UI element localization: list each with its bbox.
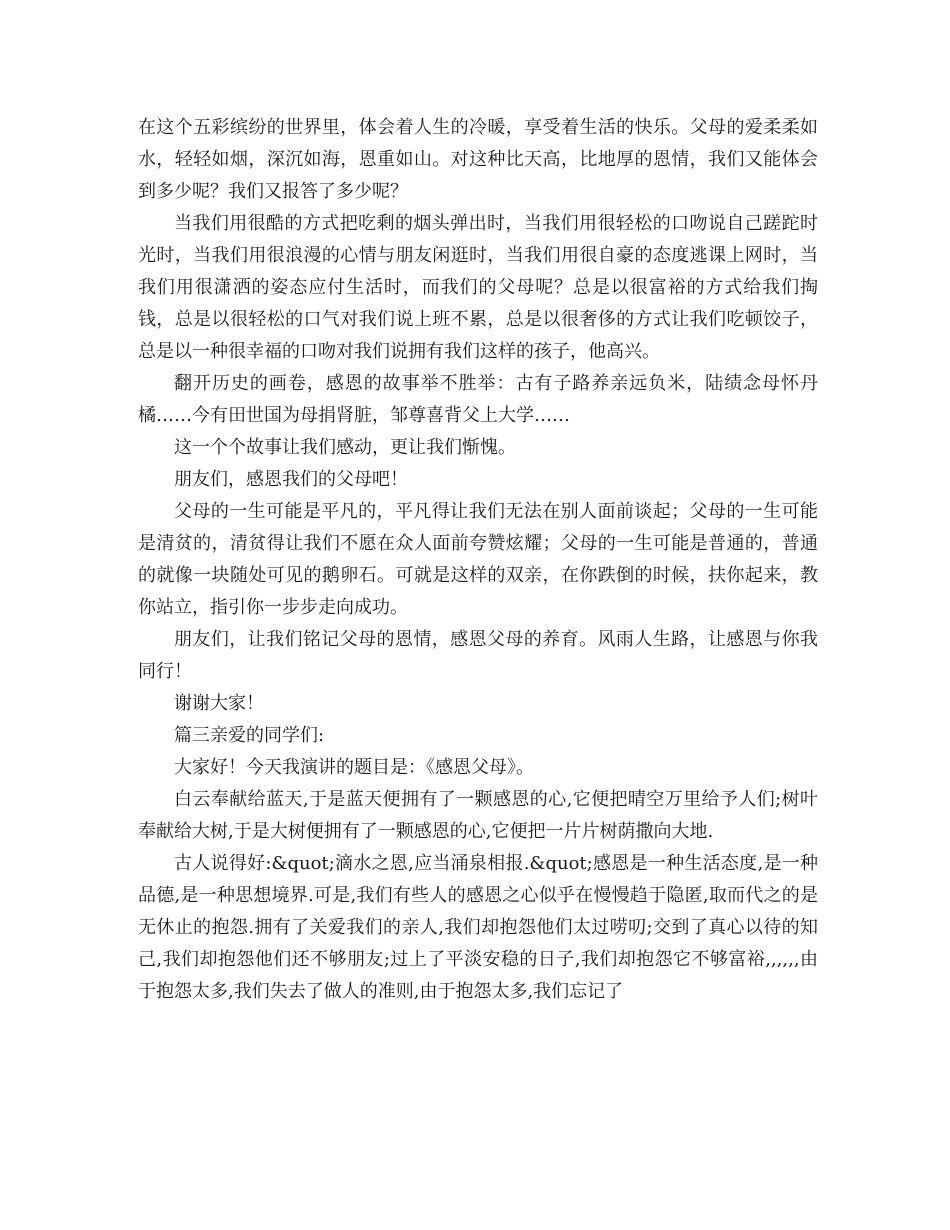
paragraph-8: 谢谢大家！ bbox=[174, 693, 264, 714]
paragraph-6: 父母的一生可能是平凡的，平凡得让我们无法在别人面前谈起；父母的一生可能是清贫的，清贫得让我们不愿在众人面前夸赞炫耀；父母的一生可能是普通的，普通的就像一块随处可见的鹅卵石。可就是这样的双亲，在你跌倒的时候，扶你起来，教你站立，指引你一步步走向成功。 bbox=[138, 501, 818, 618]
paragraph-7: 朋友们，让我们铭记父母的恩情，感恩父母的养育。风雨人生路，让感恩与你我同行！ bbox=[138, 629, 818, 682]
paragraph-11: 白云奉献给蓝天,于是蓝天便拥有了一颗感恩的心,它便把晴空万里给予人们;树叶奉献给大树,于是大树便拥有了一颗感恩的心,它便把一片片树荫撒向大地. bbox=[138, 789, 818, 842]
paragraph-9: 篇三亲爱的同学们: bbox=[174, 725, 325, 746]
paragraph-10: 大家好！今天我演讲的题目是：《感恩父母》。 bbox=[174, 757, 534, 778]
paragraph-3: 翻开历史的画卷，感恩的故事举不胜举：古有子路养亲远负米，陆绩念母怀丹橘……今有田世国为母捐肾脏，邹尊喜背父上大学…… bbox=[138, 373, 818, 426]
paragraph-1: 在这个五彩缤纷的世界里，体会着人生的冷暖，享受着生活的快乐。父母的爱柔柔如水，轻轻如烟，深沉如海，恩重如山。对这种比天高，比地厚的恩情，我们又能体会到多少呢？我们又报答了多少呢？ bbox=[138, 117, 818, 202]
paragraph-2: 当我们用很酷的方式把吃剩的烟头弹出时，当我们用很轻松的口吻说自己蹉跎时光时，当我们用很浪漫的心情与朋友闲逛时，当我们用很自豪的态度逃课上网时，当我们用很潇洒的姿态应付生活时，而我们的父母呢？总是以很富裕的方式给我们掏钱，总是以很轻松的口气对我们说上班不累，总是以很奢侈的方式让我们吃顿饺子，总是以一种很幸福的口吻对我们说拥有我们这样的孩子，他高兴。 bbox=[138, 213, 818, 362]
document-body bbox=[138, 112, 818, 1008]
paragraph-5: 朋友们，感恩我们的父母吧！ bbox=[174, 469, 408, 490]
paragraph-12: 古人说得好:&quot;滴水之恩,应当涌泉相报.&quot;感恩是一种生活态度,是一种品德,是一种思想境界.可是,我们有些人的感恩之心似乎在慢慢趋于隐匿,取而代之的是无休止的抱怨.拥有了关爱我们的亲人,我们却抱怨他们太过唠叨;交到了真心以待的知己,我们却抱怨他们还不够朋友;过上了平淡安稳的日子,我们却抱怨它不够富裕,,,,,,由于抱怨太多,我们失去了做人的准则,由于抱怨太多,我们忘记了 bbox=[138, 853, 818, 1002]
paragraph-4: 这一个个故事让我们感动，更让我们惭愧。 bbox=[174, 437, 516, 458]
